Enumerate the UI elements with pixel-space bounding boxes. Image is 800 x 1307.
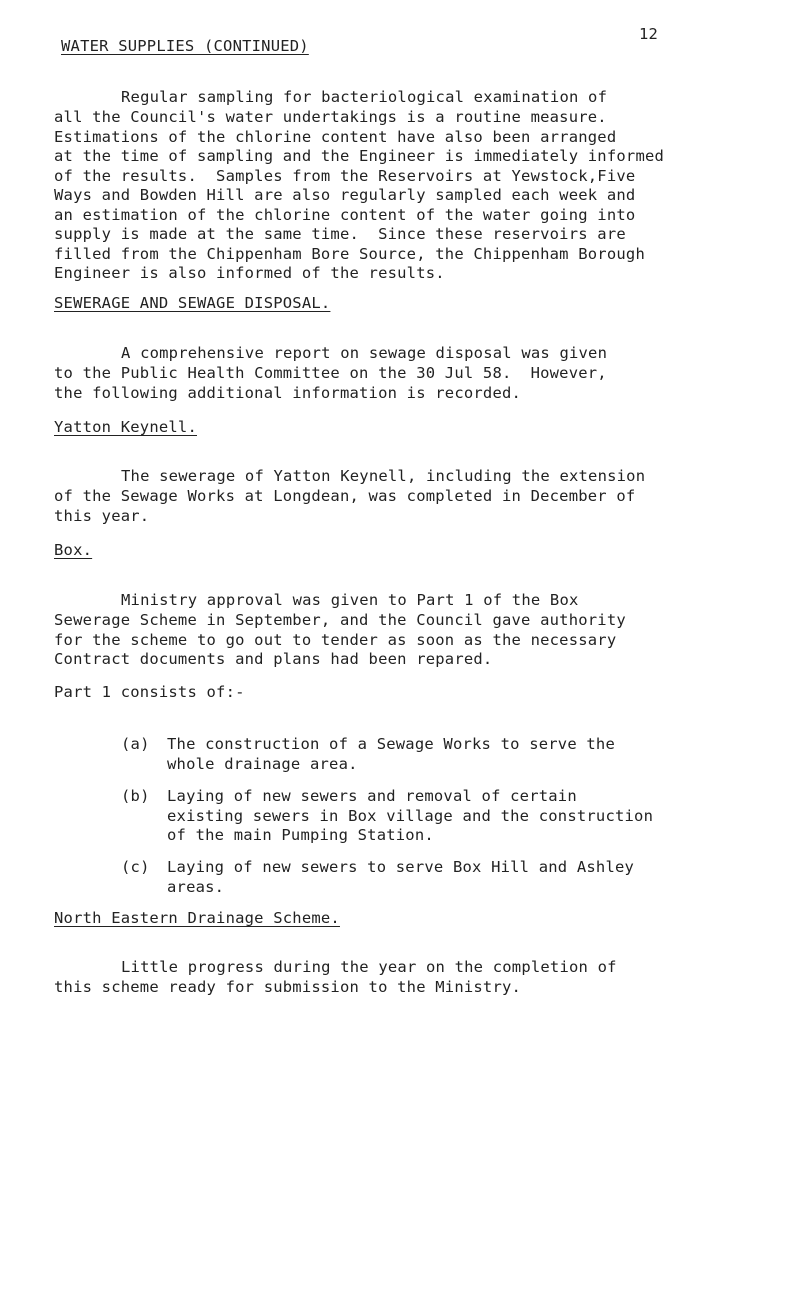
water-sampling-line-1	[121, 88, 607, 108]
text-line: supply is made at the same time. Since these reservoirs are	[54, 225, 626, 243]
text-line: A comprehensive report on sewage disposal was given	[121, 344, 608, 362]
list-item-label: (c)	[121, 858, 150, 876]
text-line: whole drainage area.	[167, 754, 358, 773]
text-line: an estimation of the chlorine content of the water going into	[54, 205, 636, 224]
text-line: Sewerage Scheme in September, and the Council gave authority	[54, 611, 626, 629]
sewerage-intro-paragraph	[54, 364, 607, 403]
text-line: areas.	[167, 877, 225, 896]
text-line: the following additional information is recorded.	[54, 383, 522, 402]
text-line: this year.	[54, 506, 150, 525]
yatton-paragraph	[54, 487, 635, 526]
text-line: Engineer is also informed of the results.	[54, 264, 445, 282]
text-line: of the main Pumping Station.	[167, 826, 434, 844]
north-eastern-paragraph	[54, 978, 521, 998]
list-item-text	[167, 858, 634, 897]
text-line: at the time of sampling and the Engineer is immediately informed	[54, 147, 665, 165]
text-line: of the results. Samples from the Reservoirs at Yewstock,Five	[54, 166, 636, 185]
text-line: Little progress during the year on the completion of	[121, 958, 617, 976]
text-line: to the Public Health Committee on the 30 Jul 58. However,	[54, 364, 607, 382]
text-line: existing sewers in Box village and the construction	[167, 806, 654, 825]
north-eastern-line-1	[121, 958, 617, 978]
list-item-label: (a)	[121, 735, 150, 753]
text-line: filled from the Chippenham Bore Source, the Chippenham Borough	[54, 244, 645, 263]
text-line: Regular sampling for bacteriological examination of	[121, 88, 608, 106]
text-line: Estimations of the chlorine content have also been arranged	[54, 127, 617, 146]
text-line: The construction of a Sewage Works to serve the	[167, 735, 615, 753]
list-item-text	[167, 735, 615, 774]
section-heading-sewerage: SEWERAGE AND SEWAGE DISPOSAL.	[54, 294, 331, 312]
subheading-north-eastern: North Eastern Drainage Scheme.	[54, 909, 340, 927]
water-sampling-paragraph	[54, 108, 664, 284]
text-line: Contract documents and plans had been repared.	[54, 650, 493, 668]
yatton-line-1	[121, 467, 645, 487]
text-line: of the Sewage Works at Longdean, was completed in December of	[54, 487, 636, 505]
text-line: Ministry approval was given to Part 1 of the Box	[121, 591, 579, 609]
subheading-yatton-keynell: Yatton Keynell.	[54, 418, 197, 436]
text-line: this scheme ready for submission to the Ministry.	[54, 978, 522, 996]
part-1-intro: Part 1 consists of:-	[54, 683, 245, 701]
page-number: 12	[639, 25, 659, 43]
text-line: for the scheme to go out to tender as soon as the necessary	[54, 630, 617, 649]
text-line: all the Council's water undertakings is a routine measure.	[54, 108, 607, 126]
list-item-label: (b)	[121, 787, 150, 805]
box-paragraph	[54, 611, 626, 670]
list-item-text	[167, 787, 653, 846]
running-title: WATER SUPPLIES (CONTINUED)	[61, 37, 309, 55]
sewerage-intro-line-1	[121, 344, 607, 364]
box-line-1	[121, 591, 579, 611]
text-line: Ways and Bowden Hill are also regularly sampled each week and	[54, 186, 636, 204]
subheading-box: Box.	[54, 541, 93, 559]
text-line: Laying of new sewers and removal of certain	[167, 787, 577, 805]
text-line: Laying of new sewers to serve Box Hill and Ashley	[167, 858, 635, 876]
text-line: The sewerage of Yatton Keynell, including the extension	[121, 467, 646, 485]
